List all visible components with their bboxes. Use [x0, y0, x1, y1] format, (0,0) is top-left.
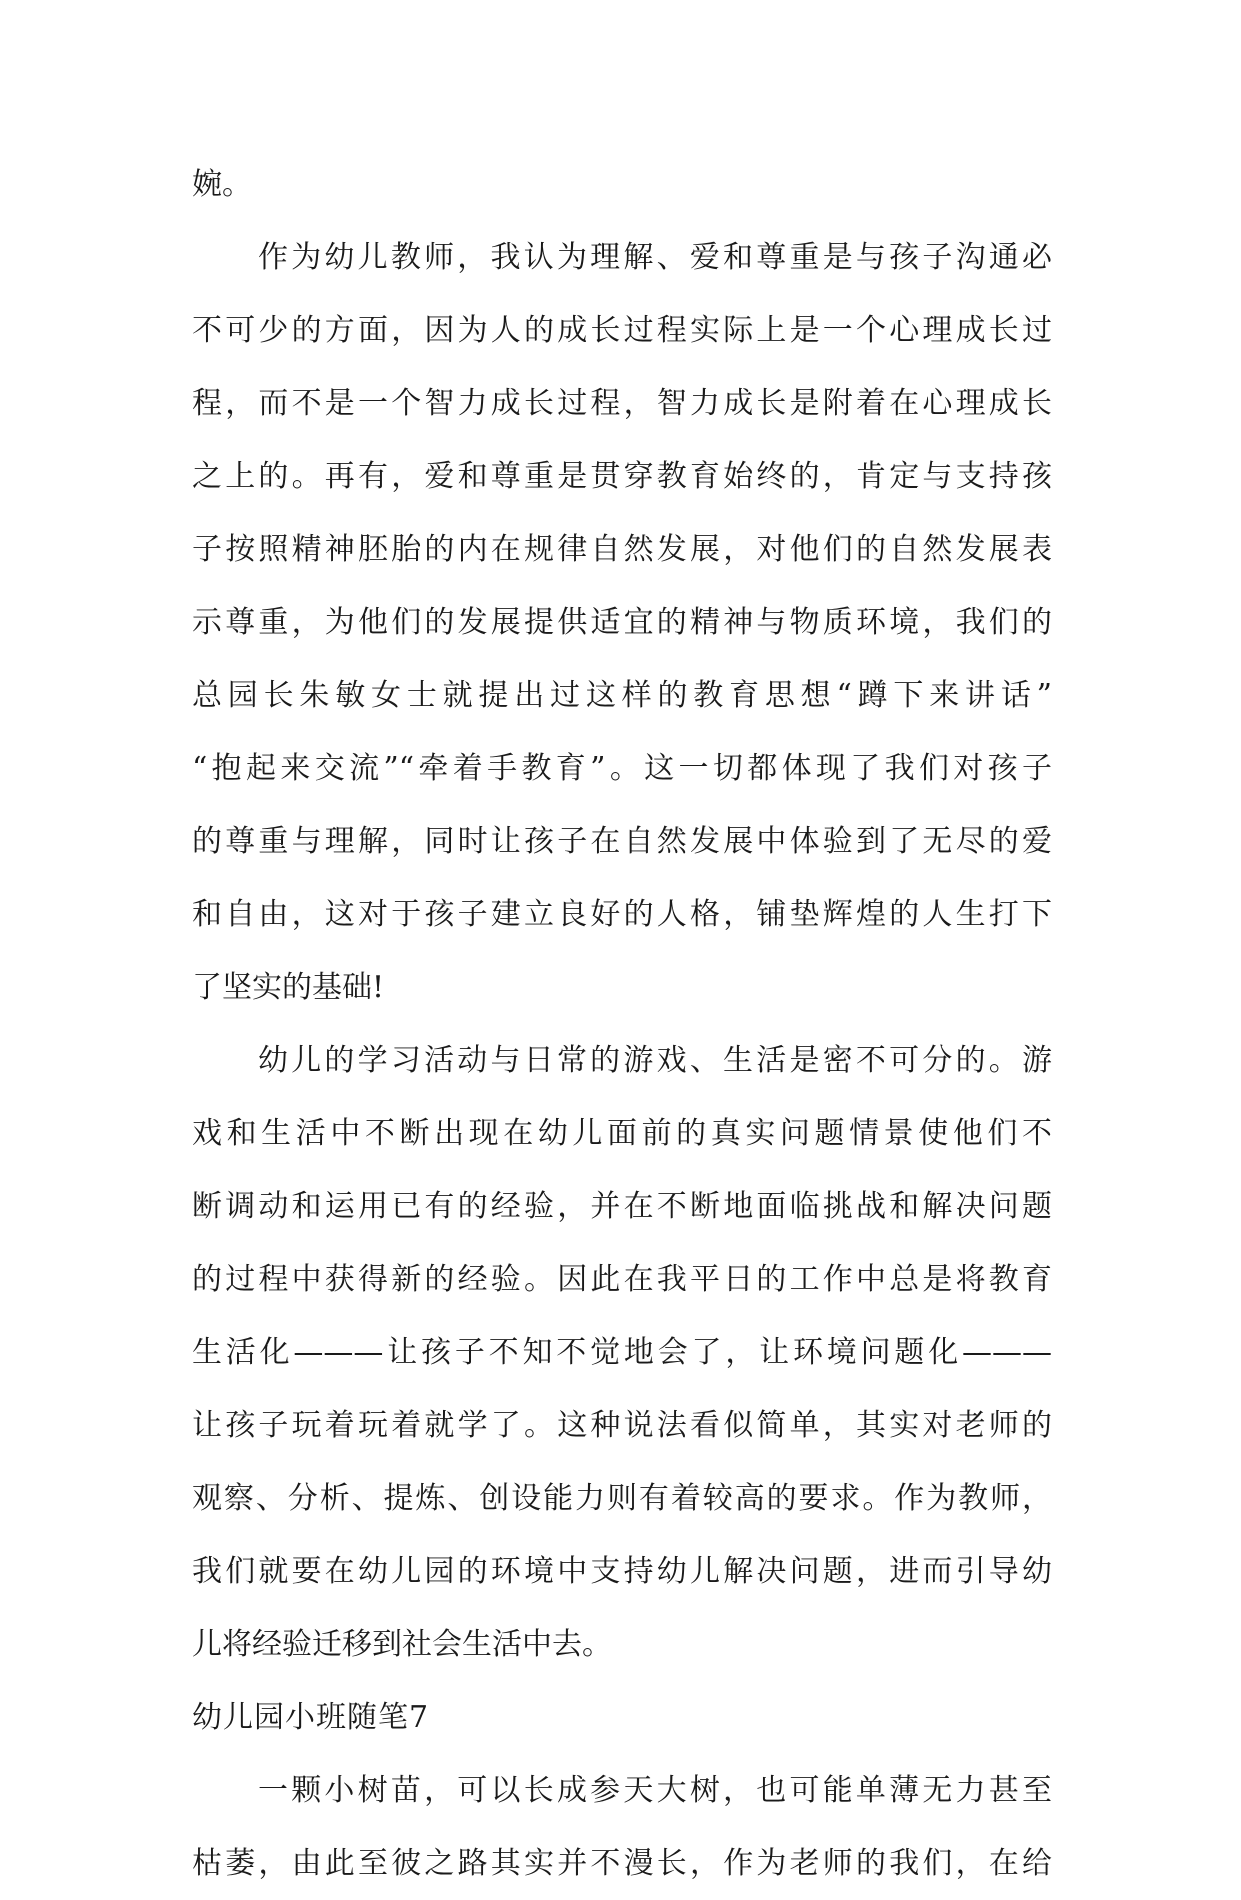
- text-line: 枯萎，由此至彼之路其实并不漫长，作为老师的我们，在给: [192, 1846, 1052, 1881]
- text-line: “抱起来交流”“牵着手教育”。这一切都体现了我们对孩子: [192, 751, 1052, 786]
- section-heading: 幼儿园小班随笔7: [192, 1700, 430, 1735]
- text-line: 了坚实的基础!: [192, 970, 385, 1005]
- text-line: 儿将经验迁移到社会生活中去。: [192, 1627, 612, 1662]
- text-line: 之上的。再有，爱和尊重是贯穿教育始终的，肯定与支持孩: [192, 459, 1052, 494]
- text-line: 让孩子玩着玩着就学了。这种说法看似简单，其实对老师的: [192, 1408, 1052, 1443]
- text-line: 示尊重，为他们的发展提供适宜的精神与物质环境，我们的: [192, 605, 1052, 640]
- text-line: 一颗小树苗，可以长成参天大树，也可能单薄无力甚至: [258, 1773, 1052, 1808]
- text-line: 不可少的方面，因为人的成长过程实际上是一个心理成长过: [192, 313, 1052, 348]
- text-line: 幼儿的学习活动与日常的游戏、生活是密不可分的。游: [258, 1043, 1052, 1078]
- text-line: 观察、分析、提炼、创设能力则有着较高的要求。作为教师，: [192, 1481, 1052, 1516]
- text-line: 作为幼儿教师，我认为理解、爱和尊重是与孩子沟通必: [258, 240, 1052, 275]
- text-line: 断调动和运用已有的经验，并在不断地面临挑战和解决问题: [192, 1189, 1052, 1224]
- text-line: 程，而不是一个智力成长过程，智力成长是附着在心理成长: [192, 386, 1052, 421]
- text-line: 戏和生活中不断出现在幼儿面前的真实问题情景使他们不: [192, 1116, 1052, 1151]
- text-line: 总园长朱敏女士就提出过这样的教育思想“蹲下来讲话”: [192, 678, 1052, 713]
- text-line: 和自由，这对于孩子建立良好的人格，铺垫辉煌的人生打下: [192, 897, 1052, 932]
- text-line: 的过程中获得新的经验。因此在我平日的工作中总是将教育: [192, 1262, 1052, 1297]
- text-line: 子按照精神胚胎的内在规律自然发展，对他们的自然发展表: [192, 532, 1052, 567]
- text-line: 的尊重与理解，同时让孩子在自然发展中体验到了无尽的爱: [192, 824, 1052, 859]
- text-line: 我们就要在幼儿园的环境中支持幼儿解决问题，进而引导幼: [192, 1554, 1052, 1589]
- text-line: 生活化———让孩子不知不觉地会了，让环境问题化———: [192, 1335, 1052, 1370]
- document-body: [192, 148, 1052, 1900]
- text-line: 婉。: [192, 167, 252, 202]
